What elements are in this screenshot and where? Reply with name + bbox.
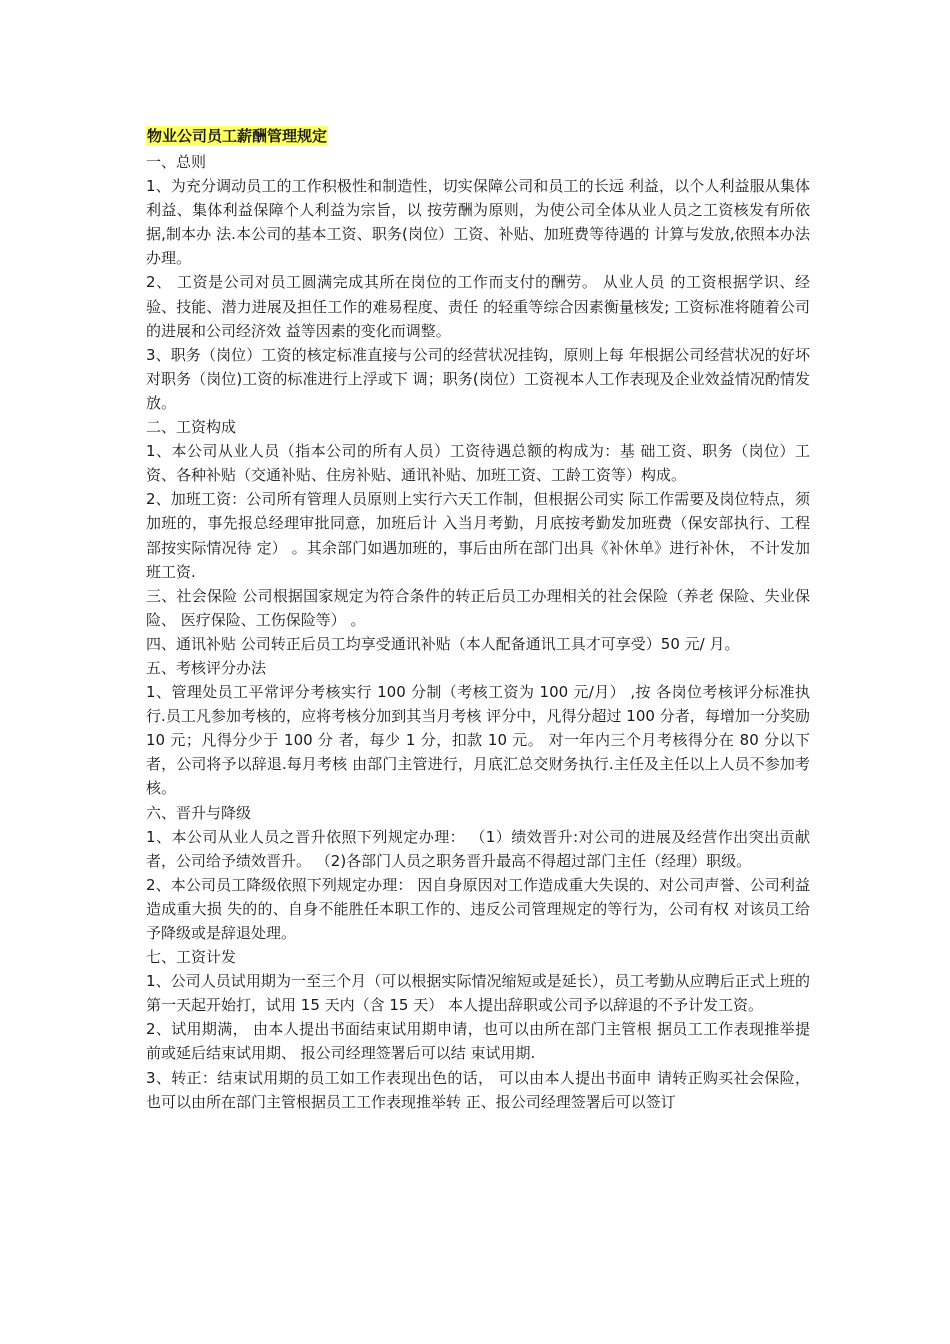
section-heading-promotion: 六、晋升与降级 — [146, 803, 252, 822]
paragraph: 3、转正：结束试用期的员工如工作表现出色的话， 可以由本人提出书面申 请转正购买社会保险， 也可以由所在部门主管根据员工工作表现推举转 正、报公司经理签署后可以签订 — [146, 1068, 810, 1111]
paragraph: 四、通讯补贴 公司转正后员工均享受通讯补贴（本人配备通讯工具才可享受）50 元/ 月。 — [146, 634, 740, 653]
section-heading-assessment: 五、考核评分办法 — [146, 658, 267, 677]
paragraph: 3、职务（岗位）工资的核定标准直接与公司的经营状况挂钩，原则上每 年根据公司经营状况的好坏对职务（岗位)工资的标准进行上浮或下 调；职务(岗位）工资视本人工作表现及企业效益情况酌情发放。 — [146, 345, 810, 412]
paragraph: 2、 工资是公司对员工圆满完成其所在岗位的工作而支付的酬劳。 从业人员 的工资根据学识、经验、技能、潜力进展及担任工作的难易程度、责任 的轻重等综合因素衡量核发; 工资标准将随着公司的进展和公司经济效 益等因素的变化而调整。 — [146, 273, 810, 340]
paragraph: 1、为充分调动员工的工作积极性和制造性，切实保障公司和员工的长远 利益，以个人利益服从集体利益、集体利益保障个人利益为宗旨，以 按劳酬为原则，为使公司全体从业人员之工资核发有所依据,制本办 法.本公司的基本工资、职务(岗位）工资、补贴、加班费等待遇的 计算与发放,依照本办法办理。 — [146, 177, 810, 268]
paragraph: 2、试用期满， 由本人提出书面结束试用期申请，也可以由所在部门主管根 据员工工作表现推举提前或延后结束试用期、 报公司经理签署后可以结 束试用期. — [146, 1020, 810, 1063]
section-heading-general: 一、总则 — [146, 153, 207, 171]
paragraph: 2、本公司员工降级依照下列规定办理： 因自身原因对工作造成重大失误的、对公司声誉、公司利益造成重大损 失的的、自身不能胜任本职工作的、违反公司管理规定的等行为，公司有权 对该员工给予降级或是辞退处理。 — [146, 875, 810, 942]
paragraph: 2、加班工资：公司所有管理人员原则上实行六天工作制，但根据公司实 际工作需要及岗位特点，须加班的，事先报总经理审批同意，加班后计 入当月考勤，月底按考勤发加班费（保安部执行、工程部按实际情况待 定） 。其余部门如遇加班的，事后由所在部门出具《补休单》进行补休， 不计发加班工资. — [146, 490, 810, 581]
section-heading-payment: 七、工资计发 — [146, 948, 237, 967]
document-body — [146, 126, 810, 1114]
document-title: 物业公司员工薪酬管理规定 — [147, 127, 328, 145]
paragraph: 1、公司人员试用期为一至三个月（可以根据实际情况缩短或是延长），员工考勤从应聘后正式上班的第一天起开始打，试用 15 天内（含 15 天） 本人提出辞职或公司予以辞退的不予计发工资。 — [146, 972, 810, 1015]
paragraph: 1、管理处员工平常评分考核实行 100 分制（考核工资为 100 元/月） ,按 各岗位考核评分标准执行.员工凡参加考核的，应将考核分加到其当月考核 评分中，凡得分超过 100 分者，每增加一分奖励 10 元；凡得分少于 100 分 者，每少 1 分，扣款 10 元。 对一年内三个月考核得分在 80 分以下者，公司将予以辞退.每月考核 由部门主管进行，月底汇总交财务执行.主任及主任以上人员不参加考核。 — [146, 683, 810, 798]
section-heading-salary-structure: 二、工资构成 — [146, 418, 237, 437]
paragraph: 1、本公司从业人员（指本公司的所有人员）工资待遇总额的构成为：基 础工资、职务（岗位）工资、各种补贴（交通补贴、住房补贴、通讯补贴、加班工资、工龄工资等）构成。 — [146, 442, 810, 485]
paragraph: 三、社会保险 公司根据国家规定为符合条件的转正后员工办理相关的社会保险（养老 保险、失业保险、 医疗保险、工伤保险等） 。 — [146, 586, 810, 629]
paragraph: 1、本公司从业人员之晋升依照下列规定办理： （1）绩效晋升:对公司的进展及经营作出突出贡献者，公司给予绩效晋升。 （2)各部门人员之职务晋升最高不得超过部门主任（经理）职级。 — [146, 827, 810, 870]
